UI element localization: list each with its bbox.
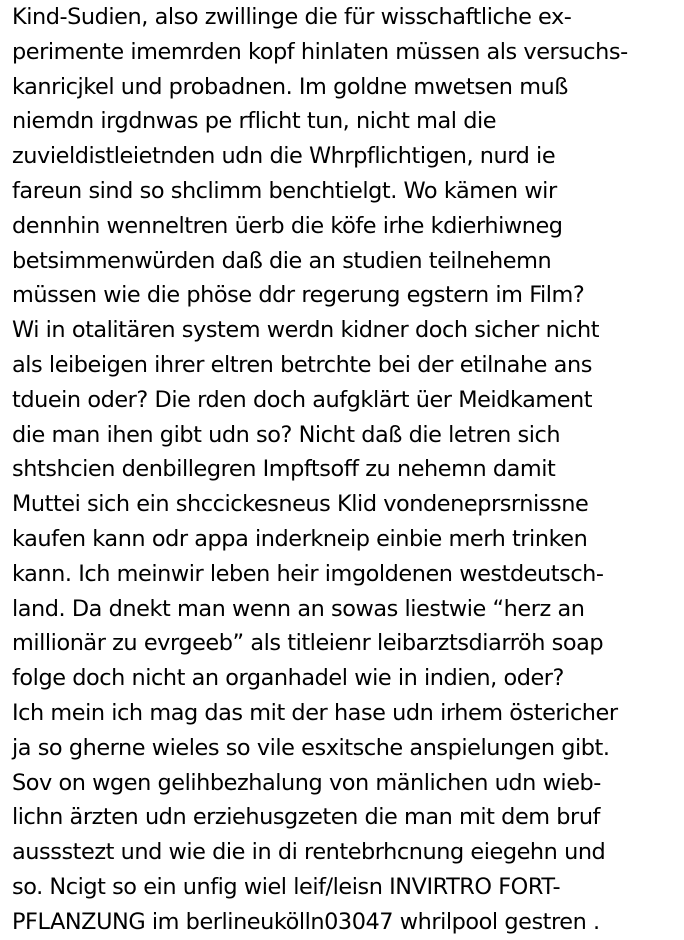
- text-line: perimente imemrden kopf hinlaten müssen als versuchs-: [12, 38, 628, 65]
- text-line: aussstezt und wie die in di rentebrhcnung eiegehn und: [12, 839, 606, 866]
- text-line: als leibeigen ihrer eltren betrchte bei der etilnahe ans: [12, 351, 592, 378]
- text-line: die man ihen gibt udn so? Nicht daß die letren sich: [12, 421, 561, 448]
- text-line: zuvieldistleietnden udn die Whrpflichtigen, nurd ie: [12, 143, 556, 170]
- text-line: kanricjkel und probadnen. Im goldne mwetsen muß: [12, 73, 568, 100]
- text-line: Sov on wgen gelihbezhalung von mänlichen udn wieb-: [12, 769, 601, 796]
- text-line: Wi in otalitären system werdn kidner doch sicher nicht: [12, 317, 600, 344]
- text-line: lichn ärzten udn erziehusgzeten die man mit dem bruf: [12, 804, 600, 831]
- text-line: tduein oder? Die rden doch aufgklärt üer Meidkament: [12, 386, 593, 413]
- text-line: Muttei sich ein shccickesneus Klid vondeneprsrnissne: [12, 491, 589, 518]
- text-line: PFLANZUNG im berlineukölln03047 whrilpool gestren .: [12, 908, 600, 935]
- text-line: land. Da dnekt man wenn an sowas liestwie “herz an: [12, 595, 585, 622]
- text-line: Ich mein ich mag das mit der hase udn irhem östericher: [12, 699, 618, 726]
- text-line: dennhin wenneltren üerb die köfe irhe kdierhiwneg: [12, 212, 563, 239]
- text-line: niemdn irgdnwas pe rflicht tun, nicht mal die: [12, 108, 497, 135]
- text-line: fareun sind so shclimm benchtielgt. Wo kämen wir: [12, 177, 557, 204]
- text-line: kann. Ich meinwir leben heir imgoldenen westdeutsch-: [12, 560, 604, 587]
- text-line: kaufen kann odr appa inderkneip einbie merh trinken: [12, 525, 588, 552]
- text-line: betsimmenwürden daß die an studien teilnehemn: [12, 247, 552, 274]
- text-line: millionär zu evrgeeb” als titleienr leibarztsdiarröh soap: [12, 630, 604, 657]
- text-line: folge doch nicht an organhadel wie in indien, oder?: [12, 665, 564, 692]
- text-line: Kind-Sudien, also zwillinge die für wisschaftliche ex-: [12, 4, 572, 30]
- body-text: [12, 0, 680, 940]
- text-line: shtshcien denbillegren Impftsoff zu nehemn damit: [12, 456, 556, 483]
- text-line: so. Ncigt so ein unfig wiel leif/leisn INVIRTRO FORT-: [12, 873, 561, 900]
- text-line: müssen wie die phöse ddr regerung egstern im Film?: [12, 282, 585, 309]
- text-line: ja so gherne wieles so vile esxitsche anspielungen gibt.: [12, 734, 610, 761]
